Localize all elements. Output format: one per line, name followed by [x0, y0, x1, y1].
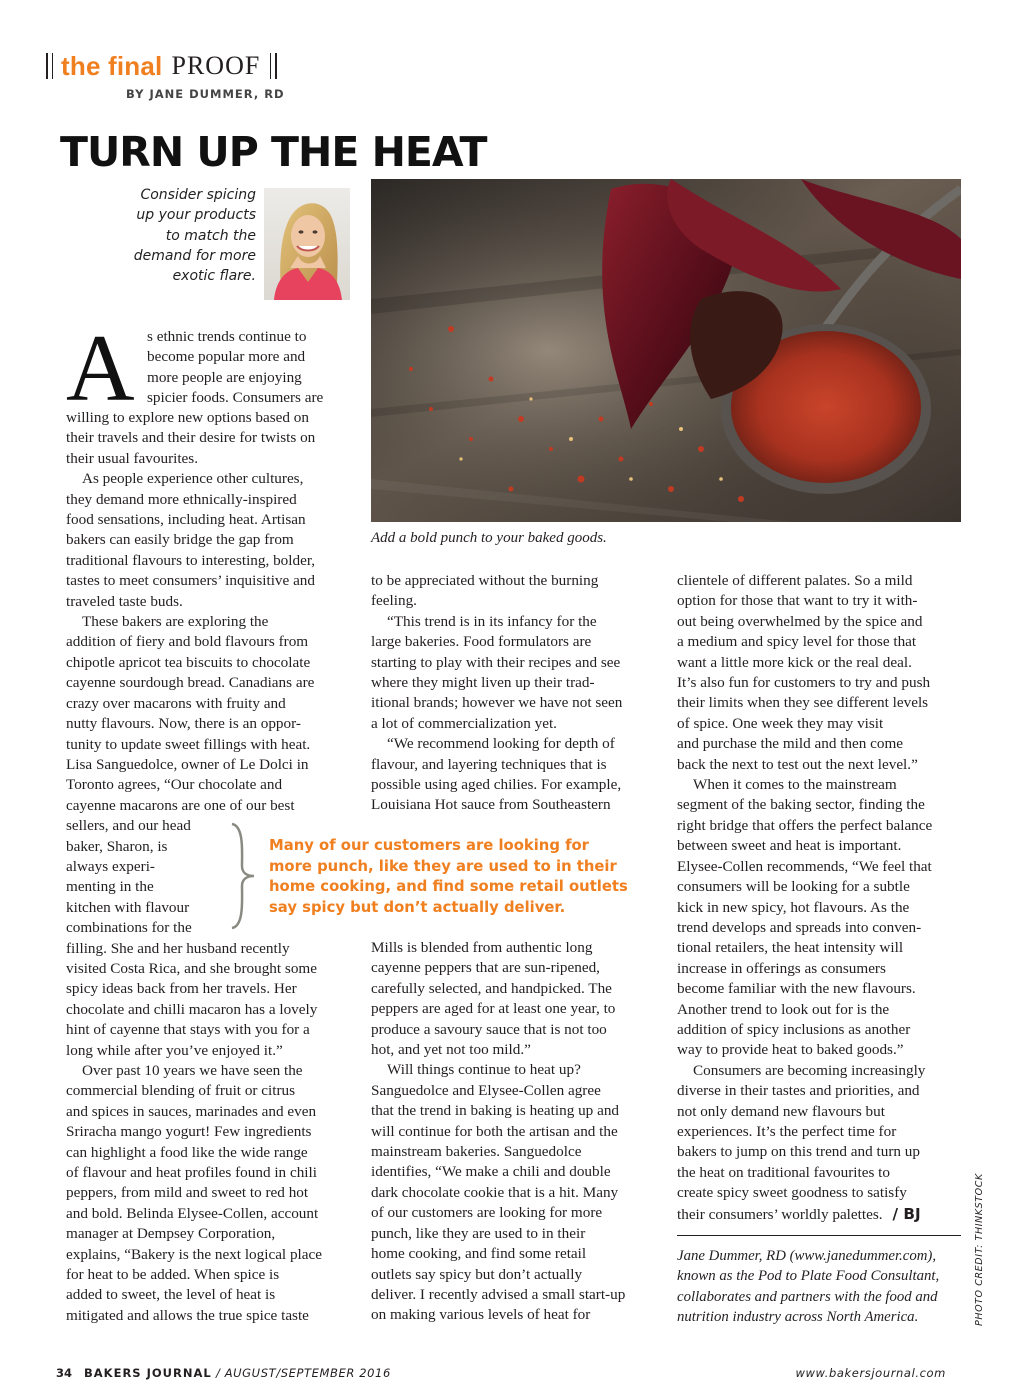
deck-line: up your products	[136, 207, 256, 224]
bio-line: Jane Dummer, RD (www.janedummer.com),	[677, 1248, 937, 1264]
text-line: flavour, and layering techniques that is	[371, 755, 607, 773]
text-line: back the next to test out the next level.”	[677, 755, 918, 773]
text-line: of our customers are looking for more	[371, 1204, 603, 1222]
photo-credit-text: PHOTO CREDIT: THINKSTOCK	[974, 1173, 985, 1326]
text-line: a medium and spicy level for those that	[677, 633, 917, 651]
text-line: hot, and yet not too mild.”	[371, 1041, 531, 1059]
text-line: long while after you’ve enjoyed it.”	[66, 1041, 283, 1059]
text-line: feeling.	[371, 592, 417, 610]
text-line: trend develops and spreads into conven-	[677, 918, 922, 936]
text-line: can highlight a food like the wide range	[66, 1143, 308, 1161]
text-line: deliver. I recently advised a small start-up	[371, 1285, 626, 1303]
bio-divider	[677, 1235, 961, 1236]
headline: TURN UP THE HEAT	[60, 128, 487, 176]
deck-line: exotic flare.	[172, 268, 256, 285]
issue-date: / AUGUST/SEPTEMBER 2016	[211, 1366, 391, 1380]
text-line: These bakers are exploring the	[82, 613, 269, 631]
text-line: on making various levels of heat for	[371, 1306, 591, 1324]
text-line: for heat to be added. When spice is	[66, 1266, 280, 1284]
text-line: baker, Sharon, is	[66, 837, 168, 855]
text-line: Toronto agrees, “Our chocolate and	[66, 776, 283, 794]
pull-quote-line: say spicy but don’t actually deliver.	[269, 898, 566, 916]
text-line: manager at Dempsey Corporation,	[66, 1225, 276, 1243]
bio-line: collaborates and partners with the food and	[677, 1288, 938, 1305]
text-line: of flavour and heat profiles found in chili	[66, 1164, 317, 1182]
text-line: addition of spicy inclusions as another	[677, 1020, 911, 1038]
text-line: willing to explore new options based on	[66, 409, 309, 426]
text-line: chipotle apricot tea biscuits to chocolate	[66, 653, 311, 671]
deck	[98, 185, 256, 286]
text-line: more people are enjoying	[147, 368, 302, 386]
text-line: diverse in their tastes and priorities, and	[677, 1082, 920, 1100]
text-line: their limits when they see different levels	[677, 694, 929, 712]
text-line: visited Costa Rica, and she brought some	[66, 959, 317, 977]
text-line: their usual favourites.	[66, 449, 199, 467]
text-line: experiences. It’s the perfect time for	[677, 1122, 897, 1140]
text-line: Sriracha mango yogurt! Few ingredients	[66, 1123, 312, 1141]
column-2-bottom	[371, 938, 671, 1326]
text-line: Lisa Sanguedolce, owner of Le Dolci in	[66, 755, 309, 773]
text-line: tastes to meet consumers’ inquisitive and	[66, 572, 315, 590]
signoff: / BJ	[892, 1204, 921, 1223]
drop-cap: A	[66, 315, 135, 421]
text-line: that the trend in baking is heating up and	[371, 1102, 620, 1120]
text-line: option for those that want to try it with-	[677, 592, 918, 610]
text-line: Another trend to look out for is the	[677, 1000, 890, 1018]
text-line: dark chocolate cookie that is a hit. Many	[371, 1183, 619, 1201]
text-line: peppers, from mild and sweet to red hot	[66, 1184, 309, 1202]
text-line: way to provide heat to baked goods.”	[677, 1041, 904, 1059]
text-line: chocolate and chilli macaron has a lovely	[66, 1000, 318, 1018]
page-number: 34	[56, 1366, 73, 1380]
text-line: of spice. One week they may visit	[677, 714, 884, 732]
text-line: and spices in sauces, marinades and even	[66, 1102, 317, 1120]
text-line: filling. She and her husband recently	[66, 939, 290, 957]
text-line: cayenne peppers that are sun-ripened,	[371, 959, 600, 977]
text-line: to be appreciated without the burning	[371, 572, 599, 589]
deck-line: Consider spicing	[140, 187, 256, 203]
text-line: carefully selected, and handpicked. The	[371, 979, 612, 997]
text-line: possible using aged chilies. For example,	[371, 776, 622, 794]
text-line: their consumers’ worldly palettes.	[677, 1205, 883, 1223]
text-line: Elysee-Collen recommends, “We feel that	[677, 857, 932, 875]
text-line-with-signoff	[677, 1204, 977, 1225]
text-line: As people experience other cultures,	[82, 470, 304, 488]
text-line: become familiar with the new flavours.	[677, 980, 916, 998]
column-2-top	[371, 571, 671, 816]
footer-left	[56, 1366, 391, 1380]
author-bio	[677, 1246, 939, 1328]
text-line: want a little more kick or the real deal.	[677, 653, 912, 671]
deck-line: demand for more	[133, 247, 256, 264]
deck-line: to match the	[165, 227, 256, 244]
text-line: bakers can easily bridge the gap from	[66, 531, 294, 549]
text-line: tunity to update sweet fillings with heat.	[66, 735, 311, 753]
column-1-intro	[147, 327, 357, 409]
text-line: and purchase the mild and then come	[677, 735, 904, 753]
hero-photo-chili-peppers	[371, 179, 961, 522]
pull-quote-line: Many of our customers are looking for	[269, 837, 589, 854]
pull-quote-line: home cooking, and find some retail outlets	[269, 878, 628, 896]
text-line: they demand more ethnically-inspired	[66, 490, 297, 508]
text-line: between sweet and heat is important.	[677, 837, 902, 855]
text-line: added to sweet, the level of heat is	[66, 1286, 276, 1304]
text-line: “We recommend looking for depth of	[387, 735, 615, 753]
text-line: Over past 10 years we have seen the	[82, 1062, 303, 1079]
text-line: not only demand new flavours but	[677, 1102, 885, 1120]
text-line: become popular more and	[147, 348, 306, 366]
text-line: “This trend is in its infancy for the	[387, 612, 597, 630]
text-line: identifies, “We make a chili and double	[371, 1163, 611, 1181]
text-line: Will things continue to heat up?	[387, 1061, 581, 1079]
text-line: segment of the baking sector, finding the	[677, 796, 925, 814]
section-title-final: the final	[61, 50, 163, 81]
header-bars-left	[44, 53, 55, 79]
text-line: create spicy sweet goodness to satisfy	[677, 1184, 907, 1202]
section-title-proof: PROOF	[171, 51, 261, 80]
text-line: When it comes to the mainstream	[693, 776, 897, 794]
column-3-body	[677, 571, 977, 1225]
text-line: their travels and their desire for twists on	[66, 429, 316, 447]
bio-line: nutrition industry across North America.	[677, 1309, 919, 1326]
text-line: the heat on traditional favourites to	[677, 1163, 890, 1181]
text-line: commercial blending of fruit or citrus	[66, 1082, 296, 1100]
text-line: a lot of commercialization yet.	[371, 714, 557, 732]
text-line: crazy over macarons with fruity and	[66, 694, 286, 712]
text-line: and bold. Belinda Elysee-Collen, account	[66, 1204, 319, 1222]
text-line: cayenne sourdough bread. Canadians are	[66, 674, 315, 692]
text-line: bakers to jump on this trend and turn up	[677, 1143, 920, 1161]
text-line: It’s also fun for customers to try and push	[677, 674, 931, 692]
pull-quote-line: more punch, like they are used to in their	[269, 857, 617, 875]
text-line: addition of fiery and bold flavours from	[66, 633, 309, 651]
footer-website: www.bakersjournal.com	[795, 1366, 946, 1380]
text-line: mitigated and allows the true spice taste	[66, 1306, 309, 1324]
text-line: s ethnic trends continue to	[147, 328, 307, 345]
photo-credit	[968, 1168, 988, 1328]
text-line: traditional flavours to interesting, bolder,	[66, 551, 316, 569]
photo-caption: Add a bold punch to your baked goods.	[371, 530, 607, 546]
text-line: right bridge that offers the perfect balance	[677, 816, 933, 834]
text-line: peppers are aged for at least one year, to	[371, 1000, 616, 1018]
text-line: Sanguedolce and Elysee-Collen agree	[371, 1081, 601, 1099]
text-line: explains, “Bakery is the next logical place	[66, 1245, 322, 1263]
text-line: home cooking, and find some retail	[371, 1245, 587, 1263]
text-line: Consumers are becoming increasingly	[693, 1061, 926, 1079]
text-line: mainstream bakeries. Sanguedolce	[371, 1143, 582, 1161]
text-line: consumers will be looking for a subtle	[677, 878, 910, 896]
text-line: always experi-	[66, 857, 155, 875]
text-line: will continue for both the artisan and the	[371, 1122, 618, 1140]
text-line: clientele of different palates. So a mild	[677, 572, 913, 589]
text-line: itional brands; however we have not seen	[371, 694, 623, 712]
text-line: kick in new spicy, hot flavours. As the	[677, 898, 910, 916]
text-line: increase in offerings as consumers	[677, 959, 886, 977]
byline: BY JANE DUMMER, RD	[126, 87, 285, 101]
text-line: kitchen with flavour	[66, 898, 190, 916]
text-line: hint of cayenne that stays with you for a	[66, 1021, 310, 1039]
text-line: out being overwhelmed by the spice and	[677, 612, 923, 630]
text-line: outlets say spicy but don’t actually	[371, 1265, 583, 1283]
section-header	[44, 50, 279, 82]
text-line: produce a savoury sauce that is not too	[371, 1020, 607, 1038]
pullquote-brace-icon	[226, 822, 258, 930]
text-line: nutty flavours. Now, there is an oppor-	[66, 715, 301, 733]
text-line: Louisiana Hot sauce from Southeastern	[371, 796, 611, 814]
text-line: spicy ideas back from her travels. Her	[66, 980, 297, 998]
text-line: starting to play with their recipes and see	[371, 653, 621, 671]
text-line: Mills is blended from authentic long	[371, 939, 593, 956]
text-line: punch, like they are used to in their	[371, 1224, 586, 1242]
text-line: tional retailers, the heat intensity will	[677, 939, 904, 957]
pull-quote	[269, 836, 669, 918]
text-line: food sensations, including heat. Artisan	[66, 511, 306, 529]
text-line: large bakeries. Food formulators are	[371, 633, 592, 651]
text-line: cayenne macarons are one of our best	[66, 796, 295, 814]
magazine-name: BAKERS JOURNAL	[84, 1366, 212, 1380]
text-line: combinations for the	[66, 919, 192, 937]
text-line: traveled taste buds.	[66, 592, 183, 610]
text-line: menting in the	[66, 878, 154, 896]
header-bars-right	[268, 53, 279, 79]
author-photo	[264, 188, 350, 300]
text-line: sellers, and our head	[66, 817, 191, 835]
bio-line: known as the Pod to Plate Food Consultant,	[677, 1268, 940, 1285]
text-line: spicier foods. Consumers are	[147, 389, 324, 407]
text-line: where they might liven up their trad-	[371, 674, 595, 692]
